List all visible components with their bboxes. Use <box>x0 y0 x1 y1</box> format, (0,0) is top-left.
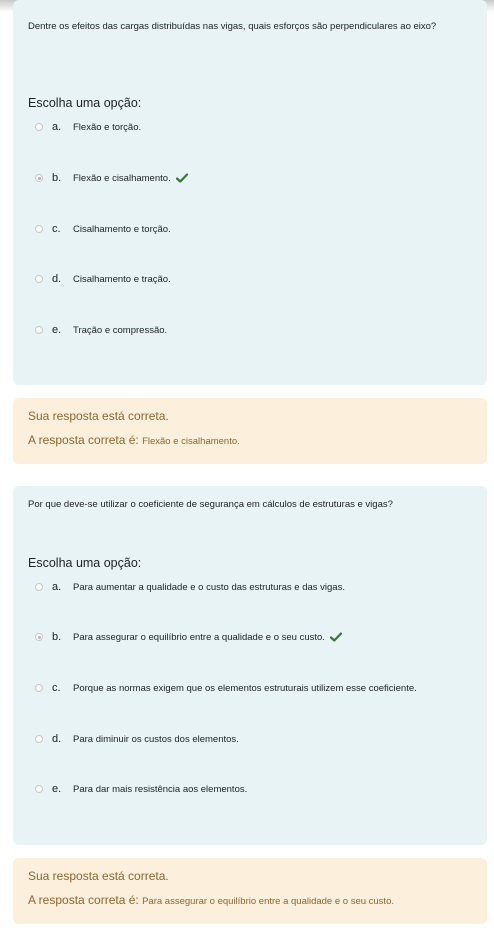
question-2-option-d[interactable] <box>35 731 239 747</box>
question-2-choose-label: Escolha uma opção: <box>28 556 142 570</box>
option-letter: d. <box>52 733 62 745</box>
feedback-correct-label: A resposta correta é: <box>28 433 139 447</box>
option-text: Cisalhamento e torção. <box>73 223 171 235</box>
checkmark-icon <box>330 632 342 642</box>
option-letter: b. <box>52 631 62 643</box>
question-1-option-a[interactable] <box>35 119 141 135</box>
question-1-option-d[interactable] <box>35 271 171 287</box>
question-1-text: Dentre os efeitos das cargas distribuídas nas vigas, quais esforços são perpendiculares ao eixo? <box>28 21 437 32</box>
radio-icon[interactable] <box>35 275 43 283</box>
option-letter: a. <box>52 581 62 593</box>
radio-checked-icon[interactable] <box>35 633 43 641</box>
option-text: Tração e compressão. <box>73 324 168 336</box>
feedback-correct-answer-line <box>28 433 240 447</box>
question-1-choose-label: Escolha uma opção: <box>28 96 142 110</box>
option-text: Para assegurar o equilíbrio entre a qualidade e o seu custo. <box>73 631 325 643</box>
feedback-correct-answer-line <box>28 893 394 907</box>
option-letter: c. <box>52 223 61 235</box>
radio-icon[interactable] <box>35 735 43 743</box>
option-text: Para diminuir os custos dos elementos. <box>73 733 239 745</box>
question-2-option-a[interactable] <box>35 579 345 595</box>
feedback-correct-answer: Flexão e cisalhamento. <box>142 436 240 447</box>
option-letter: d. <box>52 273 62 285</box>
question-1-feedback <box>13 398 487 464</box>
option-letter: c. <box>52 682 61 694</box>
option-text: Porque as normas exigem que os elementos estruturais utilizem esse coeficiente. <box>73 682 417 694</box>
feedback-result: Sua resposta está correta. <box>28 409 169 423</box>
option-letter: a. <box>52 121 62 133</box>
radio-icon[interactable] <box>35 684 43 692</box>
question-1-box <box>13 0 487 385</box>
option-text: Flexão e torção. <box>73 121 142 133</box>
radio-icon[interactable] <box>35 326 43 334</box>
radio-icon[interactable] <box>35 583 43 591</box>
option-text: Flexão e cisalhamento. <box>73 172 171 184</box>
feedback-correct-answer: Para assegurar o equilíbrio entre a qualidade e o seu custo. <box>142 896 394 907</box>
question-2-box <box>13 486 487 845</box>
question-2-option-e[interactable] <box>35 781 247 797</box>
checkmark-icon <box>176 173 188 183</box>
radio-icon[interactable] <box>35 225 43 233</box>
option-text: Para aumentar a qualidade e o custo das estruturas e das vigas. <box>73 581 345 593</box>
option-letter: e. <box>52 783 62 795</box>
question-2-option-b[interactable] <box>35 629 342 645</box>
feedback-result: Sua resposta está correta. <box>28 869 169 883</box>
option-letter: e. <box>52 324 62 336</box>
option-text: Para dar mais resistência aos elementos. <box>73 783 248 795</box>
feedback-correct-label: A resposta correta é: <box>28 893 139 907</box>
option-text: Cisalhamento e tração. <box>73 273 171 285</box>
question-2-option-c[interactable] <box>35 680 417 696</box>
question-2-text: Por que deve-se utilizar o coeficiente de segurança em cálculos de estruturas e vigas? <box>28 499 393 510</box>
question-1-option-c[interactable] <box>35 221 171 237</box>
radio-icon[interactable] <box>35 785 43 793</box>
option-letter: b. <box>52 172 62 184</box>
question-1-option-b[interactable] <box>35 170 188 186</box>
radio-icon[interactable] <box>35 123 43 131</box>
radio-checked-icon[interactable] <box>35 174 43 182</box>
question-2-feedback <box>13 858 487 924</box>
question-1-option-e[interactable] <box>35 322 167 338</box>
